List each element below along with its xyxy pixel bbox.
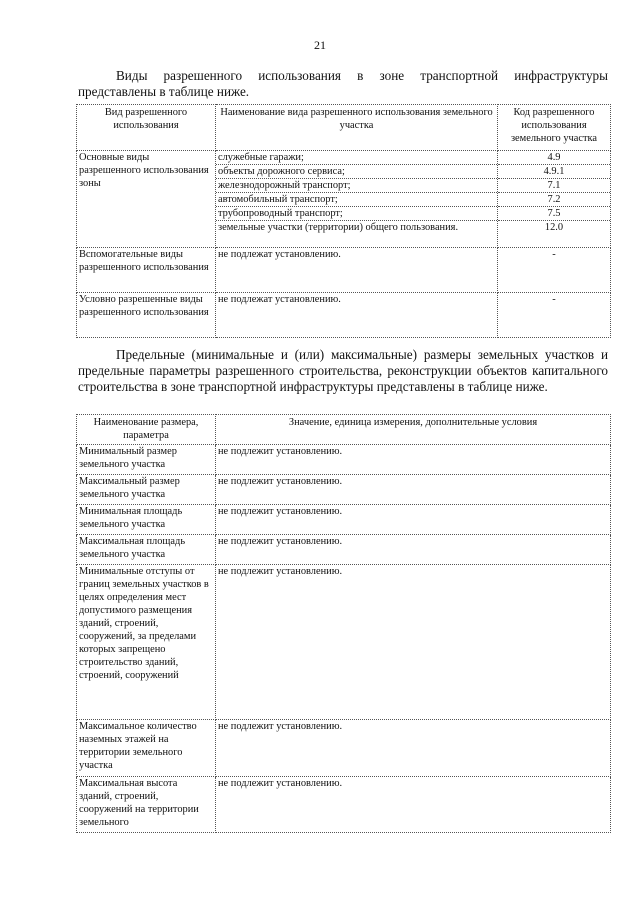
table-row: [77, 445, 611, 475]
use-code: 4.9: [498, 151, 610, 165]
permitted-use-table: [76, 104, 611, 338]
table1-header-use-type: Вид разрешенного использования: [77, 105, 216, 151]
cond-uses-value: не подлежат установлению.: [216, 293, 498, 338]
use-code: 7.1: [498, 179, 610, 193]
use-name: трубопроводный транспорт;: [216, 207, 497, 221]
table1-header-use-name: Наименование вида разрешенного использования земельного участка: [216, 105, 498, 151]
table-row: [77, 535, 611, 565]
table1-header-row: [77, 105, 611, 151]
aux-uses-value: не подлежат установлению.: [216, 248, 498, 293]
table2-header-row: [77, 415, 611, 445]
param-value: не подлежит установлению.: [216, 565, 611, 720]
table1-cond-row: [77, 293, 611, 338]
table1-main-row: [77, 151, 611, 248]
table1-header-code: Код разрешенного использования земельного участка: [498, 105, 611, 151]
use-name: объекты дорожного сервиса;: [216, 165, 497, 179]
aux-uses-label: Вспомогательные виды разрешенного использования: [77, 248, 216, 293]
table-row: [77, 505, 611, 535]
use-name: автомобильный транспорт;: [216, 193, 497, 207]
param-name: Минимальные отступы от границ земельных участков в целях определения мест допустимого размещения зданий, строений, сооружений, за пределами которых запрещено строительство зданий, строений, сооружений: [77, 565, 216, 720]
table-row: [77, 777, 611, 833]
use-name: служебные гаражи;: [216, 151, 497, 165]
param-value: не подлежит установлению.: [216, 505, 611, 535]
table2-header-param: Наименование размера, параметра: [77, 415, 216, 445]
param-value: не подлежит установлению.: [216, 720, 611, 777]
cond-uses-code: -: [498, 293, 611, 338]
param-name: Максимальный размер земельного участка: [77, 475, 216, 505]
main-uses-codes: [498, 151, 611, 248]
param-name: Максимальная площадь земельного участка: [77, 535, 216, 565]
intro-paragraph-1: [78, 68, 608, 100]
param-name: Минимальная площадь земельного участка: [77, 505, 216, 535]
table-row: [77, 475, 611, 505]
table-row: [77, 565, 611, 720]
param-value: не подлежит установлению.: [216, 445, 611, 475]
parameters-table: [76, 414, 611, 833]
param-name: Максимальное количество наземных этажей на территории земельного участка: [77, 720, 216, 777]
use-code: 7.2: [498, 193, 610, 207]
intro-text-1: Виды разрешенного использования в зоне транспортной инфраструктуры представлены в таблице ниже.: [78, 68, 608, 99]
table-row: [77, 720, 611, 777]
use-name: железнодорожный транспорт;: [216, 179, 497, 193]
param-value: не подлежит установлению.: [216, 475, 611, 505]
use-code: 7.5: [498, 207, 610, 221]
cond-uses-label: Условно разрешенные виды разрешенного использования: [77, 293, 216, 338]
param-name: Максимальная высота зданий, строений, сооружений на территории земельного: [77, 777, 216, 833]
intro-text-2: Предельные (минимальные и (или) максимальные) размеры земельных участков и предельные параметры разрешенного строительства, реконструкции объектов капитального строительства в зоне транспортной инфраструктуры представлены в таблице ниже.: [78, 347, 608, 394]
aux-uses-code: -: [498, 248, 611, 293]
param-value: не подлежит установлению.: [216, 777, 611, 833]
param-value: не подлежит установлению.: [216, 535, 611, 565]
use-code: 12.0: [544, 222, 564, 233]
main-uses-label: Основные виды разрешенного использования зоны: [77, 151, 216, 248]
param-name: Минимальный размер земельного участка: [77, 445, 216, 475]
main-uses-names: [216, 151, 498, 248]
use-code: 4.9.1: [498, 165, 610, 179]
table2-header-value: Значение, единица измерения, дополнительные условия: [216, 415, 611, 445]
page-number: 21: [314, 38, 326, 52]
table1-aux-row: [77, 248, 611, 293]
use-name: земельные участки (территории) общего пользования.: [218, 222, 459, 233]
intro-paragraph-2: [78, 347, 608, 395]
